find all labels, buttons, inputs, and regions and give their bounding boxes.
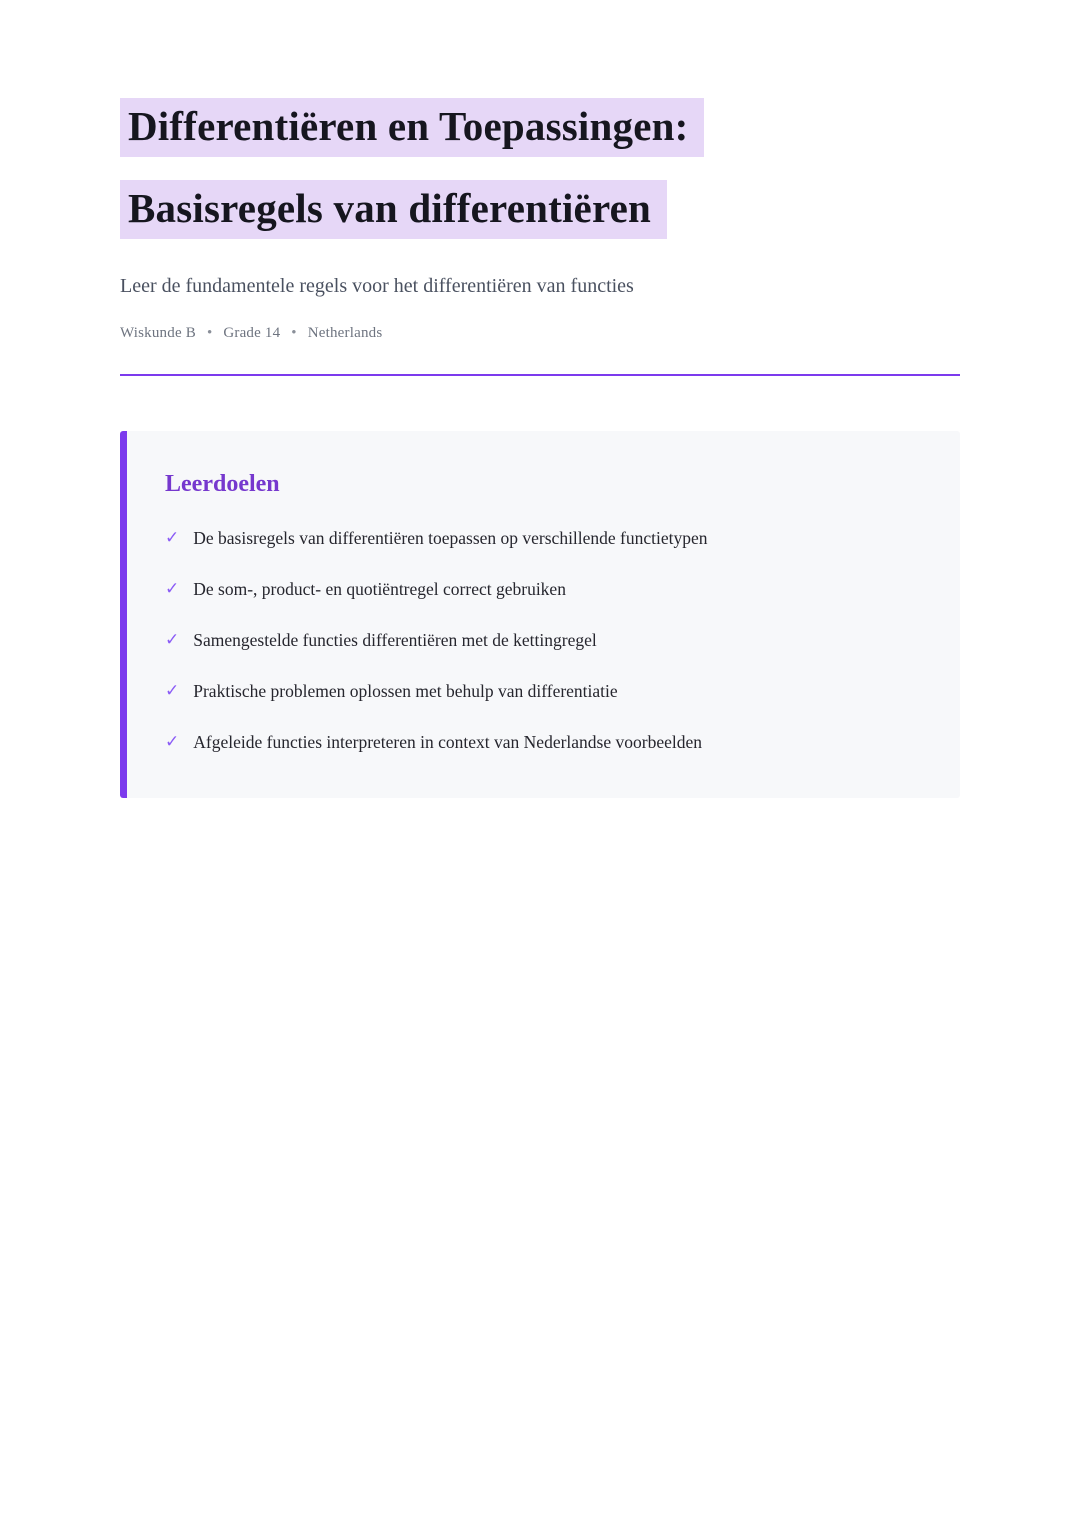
check-icon: ✓ <box>165 681 180 700</box>
course-meta <box>120 325 960 342</box>
objective-text: Afgeleide functies interpreteren in context van Nederlandse voorbeelden <box>193 732 702 752</box>
learning-objectives-card <box>120 431 960 798</box>
meta-separator-icon: • <box>291 325 297 341</box>
meta-country: Netherlands <box>307 325 383 341</box>
objective-item <box>165 577 920 601</box>
page-title-line-2: Basisregels van differentiëren <box>120 180 667 239</box>
meta-subject: Wiskunde B <box>120 325 196 341</box>
check-icon: ✓ <box>165 630 180 649</box>
page-title <box>120 98 960 239</box>
objective-item <box>165 730 920 754</box>
meta-grade: Grade 14 <box>223 325 281 341</box>
objective-item <box>165 628 920 652</box>
check-icon: ✓ <box>165 732 180 751</box>
objective-item <box>165 679 920 703</box>
page-subtitle: Leer de fundamentele regels voor het differentiëren van functies <box>120 275 634 297</box>
objective-text: Praktische problemen oplossen met behulp van differentiatie <box>193 681 618 701</box>
page-title-line-1: Differentiëren en Toepassingen: <box>120 98 704 157</box>
accent-divider <box>120 374 960 376</box>
objectives-heading: Leerdoelen <box>165 471 280 497</box>
page-title-row-2 <box>120 180 960 239</box>
check-icon: ✓ <box>165 579 180 598</box>
objective-item <box>165 526 920 550</box>
objective-text: De basisregels van differentiëren toepassen op verschillende functietypen <box>193 528 708 548</box>
check-icon: ✓ <box>165 528 180 547</box>
objective-text: De som-, product- en quotiëntregel correct gebruiken <box>193 579 566 599</box>
objective-text: Samengestelde functies differentiëren met de kettingregel <box>193 630 597 650</box>
page-title-row-1 <box>120 98 960 157</box>
meta-separator-icon: • <box>206 325 213 341</box>
objectives-list <box>165 526 920 754</box>
